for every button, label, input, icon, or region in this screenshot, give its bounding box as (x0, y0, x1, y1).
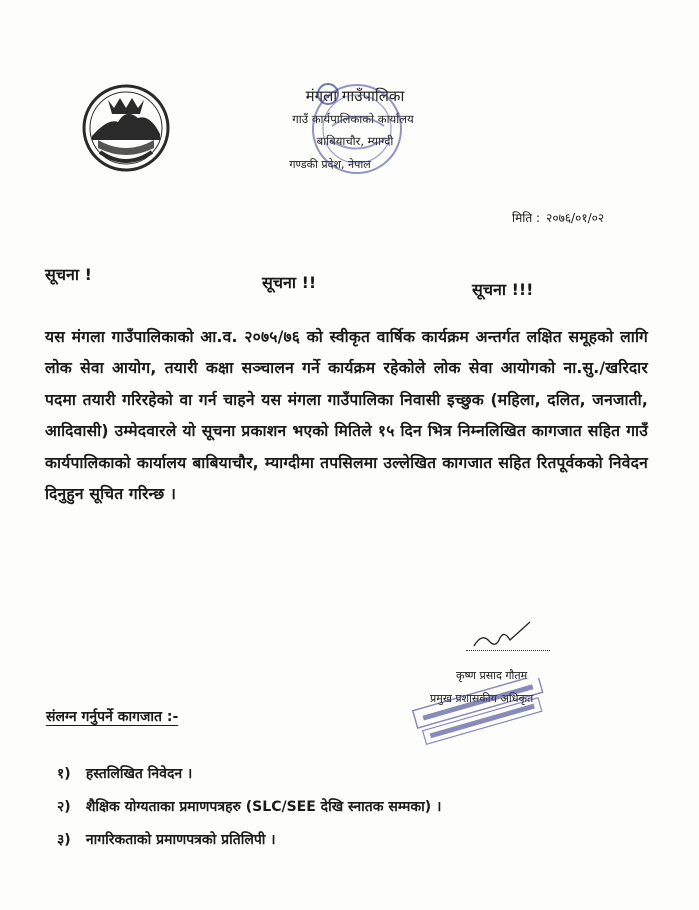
issue-date (512, 209, 604, 226)
list-item-number: १) (57, 766, 71, 782)
notice-body: यस मंगला गाउँपालिकाको आ.व. २०७५/७६ को स्वीकृत वार्षिक कार्यक्रम अन्तर्गत लक्षित समूहको लागि लोक सेवा आयोग, तयारी कक्षा सञ्चालन गर्ने कार्यक्रम रहेकोले लोक सेवा आयोगको ना.सु./खरिदार पदमा तयारी गरिरहेको वा गर्न चाहने यस मंगला गाउँपालिका निवासी इच्छुक (महिला, दलित, जनजाती, आदिवासी) उम्मेदवारले यो सूचना प्रकाशन भएको मितिले १५ दिन भित्र निम्नलिखित कागजात सहित गाउँ कार्यपालिकाको कार्यालय बाबियाचौर, म्याग्दीमा तपसिलमा उल्लेखित कागजात सहित रितपूर्वकको निवेदन दिनुहुन सूचित गरिन्छ । (45, 328, 648, 504)
notice-heading-1: सूचना ! (45, 265, 92, 284)
signer-name: कृष्ण प्रसाद गौतम (456, 669, 528, 682)
list-item-number: २) (57, 799, 71, 815)
signature-mark-icon (470, 618, 550, 654)
attachments-list (57, 763, 441, 862)
officer-name-stamp-icon (406, 678, 556, 748)
list-item-text: नागरिकताको प्रमाणपत्रको प्रतिलिपी । (85, 832, 276, 848)
signature-line (466, 650, 550, 651)
office-line-1: गाउँ कार्यपालिकाको कार्यालय (292, 112, 414, 126)
office-round-stamp-icon (302, 74, 412, 184)
nepal-emblem-icon (78, 78, 174, 174)
list-item-number: ३) (57, 832, 71, 848)
date-label: मिति : (512, 211, 541, 225)
list-item-text: शैक्षिक योग्यताका प्रमाणपत्रहरु (SLC/SEE देखि स्नातक सम्मका) । (85, 799, 442, 815)
list-item-text: हस्तलिखित निवेदन । (85, 766, 193, 782)
office-line-2: बाबियाचौर, म्याग्दी (316, 134, 394, 148)
list-item (57, 796, 441, 829)
list-item (57, 829, 441, 862)
attachments-title: संलग्न गर्नुपर्ने कागजात :- (46, 709, 179, 725)
signer-title: प्रमुख प्रशासकीय अधिकृत (430, 692, 534, 705)
list-item (57, 763, 441, 796)
office-name: मंगला गाउँपालिका (305, 87, 405, 105)
date-value: २०७६/०१/०२ (546, 211, 605, 225)
office-line-3: गण्डकी प्रदेश, नेपाल (289, 158, 371, 171)
notice-heading-3: सूचना !!! (472, 280, 534, 299)
notice-heading-2: सूचना !! (262, 273, 317, 292)
